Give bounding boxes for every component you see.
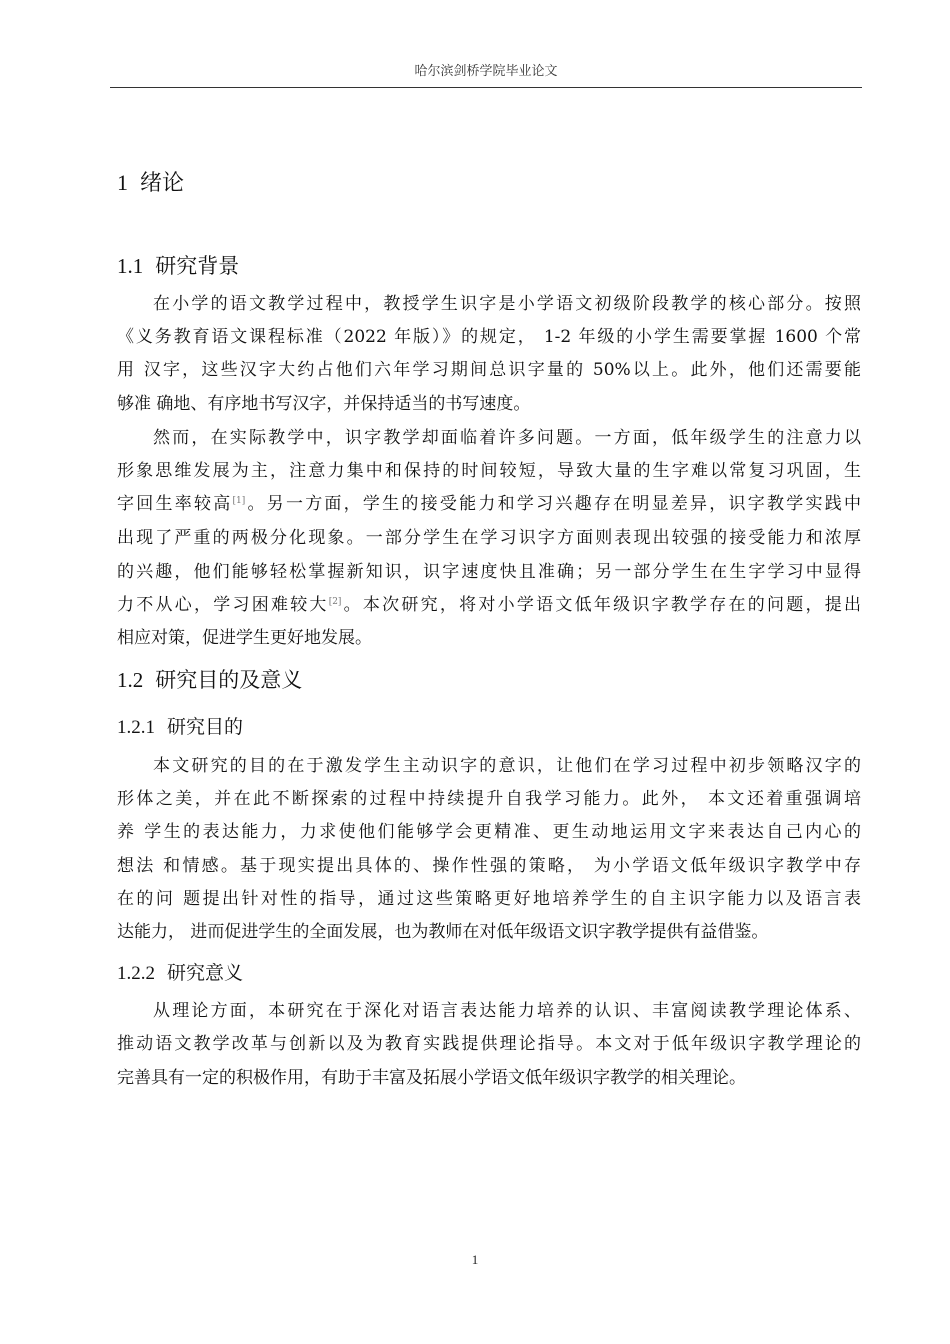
section-number: 1.2 xyxy=(117,668,144,692)
text-run: 。本次研究，将对小学语文低年级识字教学存在的问题，提出 xyxy=(341,595,862,615)
subsection-number: 1.2.1 xyxy=(117,717,155,738)
paragraph-line: 推动语文教学改革与创新以及为教育实践提供理论指导。本文对于低年级识字教学理论的 xyxy=(117,1034,861,1054)
paragraph-line: 形体之美，并在此不断探索的过程中持续提升自我学习能力。此外， 本文还着重强调培 xyxy=(117,789,861,809)
paragraph-line: 够准 确地、有序地书写汉字，并保持适当的书写速度。 xyxy=(117,394,531,414)
paragraph-line: 出现了严重的两极分化现象。一部分学生在学习识字方面则表现出较强的接受能力和浓厚 xyxy=(117,528,861,548)
paragraph-line: 形象思维发展为主，注意力集中和保持的时间较短，导致大量的生字难以常复习巩固，生 xyxy=(117,461,861,481)
subsection-heading-1-2-2 xyxy=(117,958,243,985)
running-header: 哈尔滨剑桥学院毕业论文 xyxy=(110,60,862,88)
paragraph-line: 在的问 题提出针对性的指导，通过这些策略更好地培养学生的自主识字能力以及语言表 xyxy=(117,889,861,909)
section-heading-1-1 xyxy=(117,250,239,280)
paragraph-line: 本文研究的目的在于激发学生主动识字的意识，让他们在学习过程中初步领略汉字的 xyxy=(153,756,861,776)
section-heading-1-2 xyxy=(117,664,302,694)
paragraph-line: 在小学的语文教学过程中，教授学生识字是小学语文初级阶段教学的核心部分。按照 xyxy=(153,294,861,314)
paragraph-line: 的兴趣，他们能够轻松掌握新知识，识字速度快且准确；另一部分学生在生字学习中显得 xyxy=(117,562,861,582)
citation-ref-2[interactable]: [2] xyxy=(328,597,342,607)
paragraph-line: 养 学生的表达能力，力求使他们能够学会更精准、更生动地运用文字来表达自己内心的 xyxy=(117,822,861,842)
section-number: 1.1 xyxy=(117,254,144,278)
paragraph-line-with-citation xyxy=(117,494,861,514)
citation-ref-1[interactable]: [1] xyxy=(232,496,246,506)
text-run: 。另一方面，学生的接受能力和学习兴趣存在明显差异，识字教学实践中 xyxy=(245,494,862,514)
paragraph-line: 达能力， 进而促进学生的全面发展，也为教师在对低年级语文识字教学提供有益借鉴。 xyxy=(117,922,769,942)
paragraph-line: 《义务教育语文课程标准（2022 年版）》的规定， 1-2 年级的小学生需要掌握 1600 个常 xyxy=(117,327,861,347)
subsection-title: 研究意义 xyxy=(167,962,244,984)
subsection-title: 研究目的 xyxy=(167,716,244,738)
subsection-number: 1.2.2 xyxy=(117,963,155,984)
text-run: 力不从心，学习困难较大 xyxy=(117,595,329,615)
section-title: 研究背景 xyxy=(155,254,240,278)
paragraph-line: 想法 和情感。基于现实提出具体的、操作性强的策略， 为小学语文低年级识字教学中存 xyxy=(117,856,861,876)
section-title: 研究目的及意义 xyxy=(155,668,303,692)
paragraph-line: 完善具有一定的积极作用，有助于丰富及拓展小学语文低年级识字教学的相关理论。 xyxy=(117,1068,746,1088)
chapter-heading xyxy=(117,166,184,197)
paragraph-line: 然而，在实际教学中，识字教学却面临着许多问题。一方面，低年级学生的注意力以 xyxy=(153,428,861,448)
text-run: 字回生率较高 xyxy=(117,494,233,514)
page-number: 1 xyxy=(471,1252,479,1267)
paragraph-line: 从理论方面，本研究在于深化对语言表达能力培养的认识、丰富阅读教学理论体系、 xyxy=(153,1001,861,1021)
paragraph-line: 用 汉字，这些汉字大约占他们六年学习期间总识字量的 50%以上。此外，他们还需要能 xyxy=(117,360,861,380)
subsection-heading-1-2-1 xyxy=(117,712,243,739)
paragraph-line: 相应对策，促进学生更好地发展。 xyxy=(117,628,372,648)
paragraph-line-with-citation xyxy=(117,595,861,615)
chapter-number: 1 xyxy=(117,170,128,195)
chapter-title: 绪论 xyxy=(140,171,185,196)
